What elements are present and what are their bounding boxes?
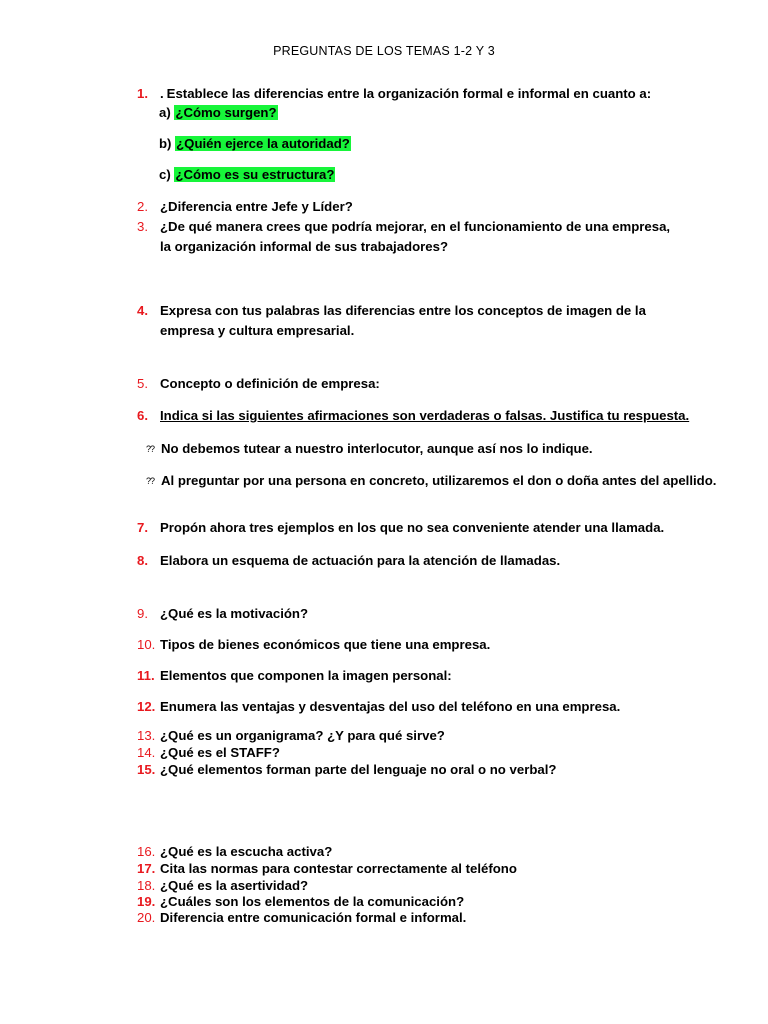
subquestion-a (159, 104, 278, 122)
question-18 (137, 878, 308, 895)
subquestion-text-highlighted: ¿Quién ejerce la autoridad? (176, 136, 350, 151)
question-text: Diferencia entre comunicación formal e informal. (160, 910, 467, 925)
question-number: 14. (137, 745, 156, 760)
question-1 (137, 84, 651, 104)
bullet-icon: ?? (146, 476, 155, 486)
question-text: Concepto o definición de empresa: (160, 376, 380, 391)
question-number: 8. (137, 553, 148, 568)
question-text: ¿Qué es un organigrama? ¿Y para qué sirve? (160, 728, 445, 743)
question-text: ¿De qué manera crees que podría mejorar, en el funcionamiento de una empresa, (160, 219, 671, 234)
question-15 (137, 762, 556, 779)
statement-text: No debemos tutear a nuestro interlocutor, aunque así nos lo indique. (161, 441, 593, 456)
question-number: 5. (137, 376, 148, 391)
question-6 (137, 406, 689, 426)
question-text: Cita las normas para contestar correctamente al teléfono (160, 861, 517, 876)
subquestion-label: b) (159, 136, 172, 151)
question-19 (137, 894, 464, 911)
question-prefix: . (160, 86, 164, 101)
question-number: 4. (137, 303, 148, 318)
page-title: PREGUNTAS DE LOS TEMAS 1-2 Y 3 (273, 44, 495, 58)
question-number: 1. (137, 86, 148, 101)
question-number: 19. (137, 894, 156, 909)
subquestion-c (159, 166, 335, 184)
question-text: Indica si las siguientes afirmaciones son verdaderas o falsas. Justifica tu respuesta. (160, 408, 690, 423)
question-text: ¿Diferencia entre Jefe y Líder? (160, 199, 353, 214)
question-17 (137, 861, 517, 878)
subquestion-label: c) (159, 167, 171, 182)
question-number: 9. (137, 606, 148, 621)
question-number: 13. (137, 728, 156, 743)
question-text: Enumera las ventajas y desventajas del uso del teléfono en una empresa. (160, 699, 621, 714)
question-number: 2. (137, 199, 148, 214)
question-text: Establece las diferencias entre la organización formal e informal en cuanto a: (166, 86, 652, 101)
question-number: 6. (137, 408, 148, 423)
subquestion-text-highlighted: ¿Cómo es su estructura? (175, 167, 335, 182)
question-10 (137, 635, 490, 655)
question-text-continued: la organización informal de sus trabajadores? (160, 239, 449, 254)
question-20 (137, 910, 466, 927)
question-number: 7. (137, 520, 148, 535)
question-text: Propón ahora tres ejemplos en los que no sea conveniente atender una llamada. (160, 520, 665, 535)
question-8 (137, 551, 560, 571)
question-13 (137, 728, 445, 745)
question-text: ¿Qué es la motivación? (160, 606, 309, 621)
question-text: Elementos que componen la imagen personal: (160, 668, 452, 683)
question-text: Expresa con tus palabras las diferencias entre los conceptos de imagen de la (160, 303, 646, 318)
question-text: ¿Qué es la escucha activa? (160, 844, 333, 859)
question-16 (137, 844, 332, 861)
question-5 (137, 374, 380, 394)
question-text: ¿Qué es la asertividad? (160, 878, 309, 893)
question-text: ¿Qué es el STAFF? (160, 745, 280, 760)
subquestion-b (159, 135, 351, 153)
question-3 (137, 217, 670, 257)
question-number: 16. (137, 844, 156, 859)
question-number: 12. (137, 699, 156, 714)
bullet-icon: ?? (146, 444, 155, 454)
question-9 (137, 604, 308, 624)
question-14 (137, 745, 280, 762)
question-number: 3. (137, 219, 148, 234)
statement-text: Al preguntar por una persona en concreto, utilizaremos el don o doña antes del apellido. (161, 473, 717, 488)
question-number: 15. (137, 762, 156, 777)
question-number: 18. (137, 878, 156, 893)
question-12 (137, 697, 620, 717)
question-7 (137, 518, 664, 538)
question-number: 11. (137, 668, 155, 683)
question-number: 17. (137, 861, 156, 876)
question-number: 10. (137, 637, 156, 652)
question-text: ¿Cuáles son los elementos de la comunicación? (160, 894, 465, 909)
question-4 (137, 301, 646, 341)
question-text: Elabora un esquema de actuación para la atención de llamadas. (160, 553, 561, 568)
statement-2 (146, 472, 716, 490)
subquestion-label: a) (159, 105, 171, 120)
question-2 (137, 197, 353, 217)
question-text: ¿Qué elementos forman parte del lenguaje no oral o no verbal? (160, 762, 557, 777)
question-number: 20. (137, 910, 156, 925)
question-text-continued: empresa y cultura empresarial. (160, 323, 355, 338)
question-text: Tipos de bienes económicos que tiene una empresa. (160, 637, 491, 652)
subquestion-text-highlighted: ¿Cómo surgen? (175, 105, 277, 120)
statement-1 (146, 440, 593, 458)
question-11 (137, 666, 452, 686)
